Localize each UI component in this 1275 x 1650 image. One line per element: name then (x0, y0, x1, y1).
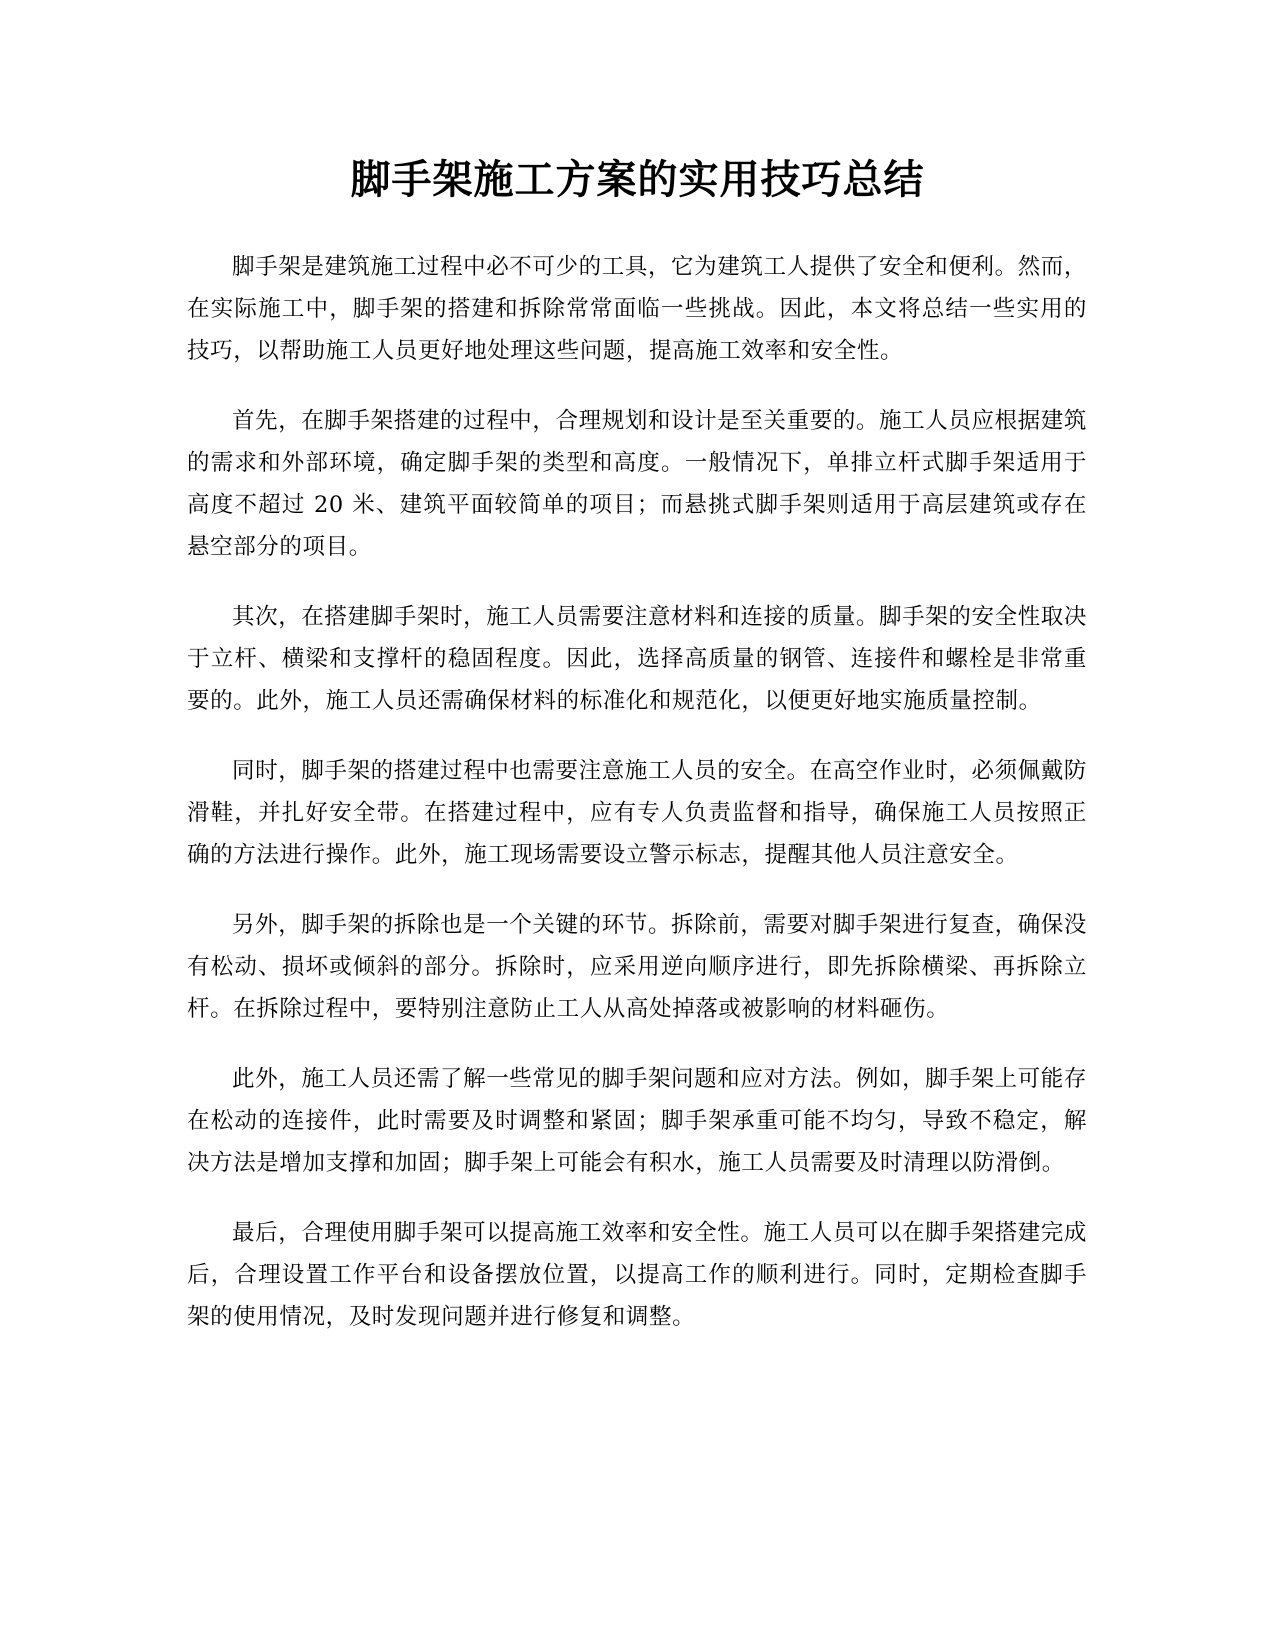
paragraph-planning: 首先，在脚手架搭建的过程中，合理规划和设计是至关重要的。施工人员应根据建筑的需求和外部环境，确定脚手架的类型和高度。一般情况下，单排立杆式脚手架适用于高度不超过 20 米、建筑平面较简单的项目；而悬挑式脚手架则适用于高层建筑或存在悬空部分的项目。 (187, 408, 1087, 560)
paragraph-materials: 其次，在搭建脚手架时，施工人员需要注意材料和连接的质量。脚手架的安全性取决于立杆、横梁和支撑杆的稳固程度。因此，选择高质量的钢管、连接件和螺栓是非常重要的。此外，施工人员还需确保材料的标准化和规范化，以便更好地实施质量控制。 (187, 604, 1087, 714)
paragraph-common-problems: 此外，施工人员还需了解一些常见的脚手架问题和应对方法。例如，脚手架上可能存在松动的连接件，此时需要及时调整和紧固；脚手架承重可能不均匀，导致不稳定，解决方法是增加支撑和加固；脚手架上可能会有积水，施工人员需要及时清理以防滑倒。 (187, 1066, 1087, 1176)
paragraph-safety: 同时，脚手架的搭建过程中也需要注意施工人员的安全。在高空作业时，必须佩戴防滑鞋，并扎好安全带。在搭建过程中，应有专人负责监督和指导，确保施工人员按照正确的方法进行操作。此外，施工现场需要设立警示标志，提醒其他人员注意安全。 (187, 758, 1087, 868)
paragraph-dismantling: 另外，脚手架的拆除也是一个关键的环节。拆除前，需要对脚手架进行复查，确保没有松动、损坏或倾斜的部分。拆除时，应采用逆向顺序进行，即先拆除横梁、再拆除立杆。在拆除过程中，要特别注意防止工人从高处掉落或被影响的材料砸伤。 (187, 912, 1087, 1022)
paragraph-conclusion: 最后，合理使用脚手架可以提高施工效率和安全性。施工人员可以在脚手架搭建完成后，合理设置工作平台和设备摆放位置，以提高工作的顺利进行。同时，定期检查脚手架的使用情况，及时发现问题并进行修复和调整。 (187, 1220, 1087, 1330)
document-title: 脚手架施工方案的实用技巧总结 (350, 157, 925, 203)
paragraph-intro: 脚手架是建筑施工过程中必不可少的工具，它为建筑工人提供了安全和便利。然而，在实际施工中，脚手架的搭建和拆除常常面临一些挑战。因此，本文将总结一些实用的技巧，以帮助施工人员更好地处理这些问题，提高施工效率和安全性。 (187, 254, 1087, 364)
document-body (187, 246, 1087, 1366)
